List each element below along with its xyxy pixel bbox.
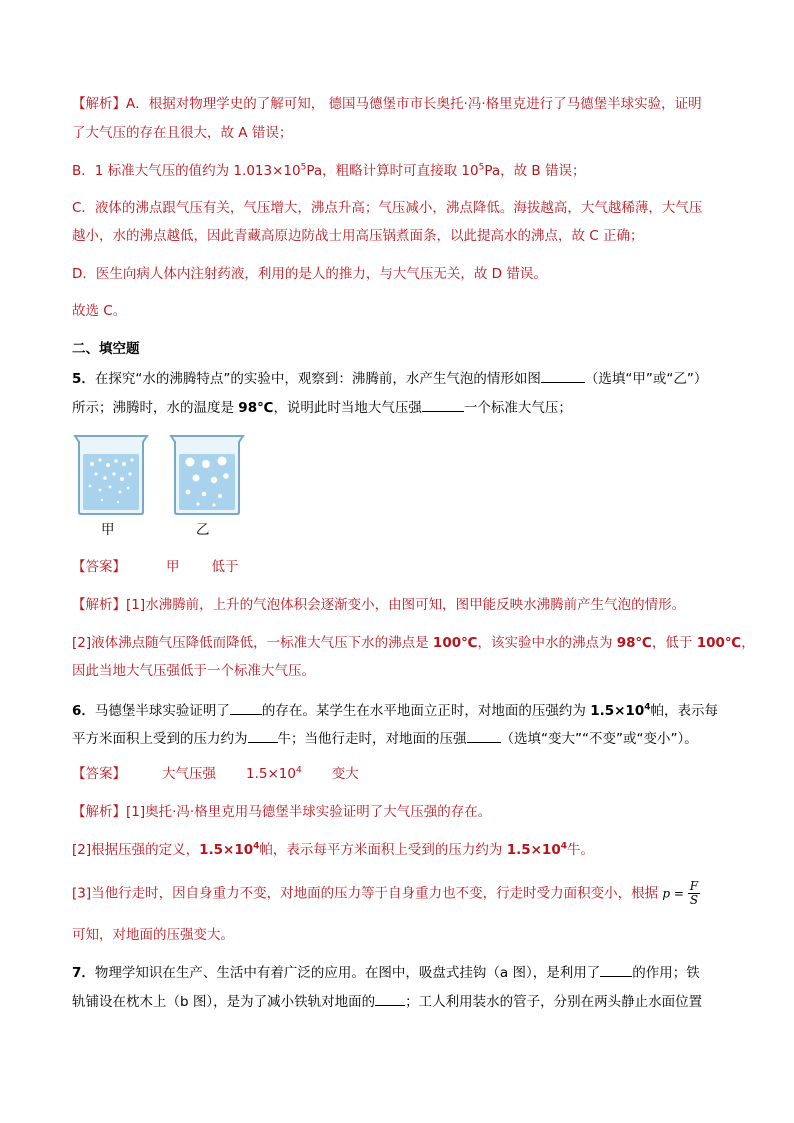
q5-analysis-2d: ， (741, 635, 755, 651)
analysis-tag: 【解析】 (72, 96, 126, 112)
q6-analysis-1: [1]奥托·冯·格里克用马德堡半球实验证明了大气压强的存在。 (126, 804, 492, 820)
q6-analysis-tag: 【解析】 (72, 804, 126, 820)
section-title: 二、填空题 (72, 341, 140, 357)
q6-number: 6． (72, 703, 95, 719)
beaker-yi-figure (168, 434, 246, 516)
q7-text-c: 轨铺设在枕木上（b 图），是为了减小铁轨对地面的 (72, 994, 376, 1010)
analysis-b-suffix: Pa，故 B 错误； (484, 163, 586, 179)
q7-line2 (72, 991, 702, 1011)
q6-answer-1: 大气压强 (162, 766, 216, 782)
q6-analysis-3: [3]当他行走时，因自身重力不变，对地面的压力等于自身重力也不变，行走时受力面积变小，根据 (72, 885, 663, 902)
q6-text-f: （选填“变大”“不变”或“变小”）。 (500, 731, 698, 747)
q6-blank-1[interactable] (230, 700, 262, 715)
q5-analysis-temp1: 100℃ (432, 635, 478, 651)
q5-number: 5． (72, 371, 95, 387)
q5-blank-1[interactable] (541, 368, 585, 383)
q6-answer-2-exp: 4 (295, 765, 302, 776)
q5-text-a: 在探究“水的沸腾特点”的实验中，观察到：沸腾前，水产生气泡的情形如图 (94, 371, 541, 387)
choice-prefix: 故选 (72, 303, 104, 319)
analysis-c-line1: C．液体的沸点跟气压有关，气压增大，沸点升高；气压减小，沸点降低。海拔越高，大气越稀薄，大气压 (72, 200, 703, 216)
q6-analysis-2c: 牛。 (566, 842, 594, 858)
q6-analysis-line1 (72, 803, 491, 821)
analysis-a-line1 (72, 95, 702, 113)
q6-analysis-val1: 1.5×10 (199, 842, 254, 858)
analysis-b-mid: Pa，粗略计算时可直接取 10 (306, 163, 479, 179)
q6-answer-tag: 【答案】 (72, 766, 126, 782)
q7-blank-2[interactable] (375, 991, 405, 1006)
analysis-a-text: A．根据对物理学史的了解可知， 德国马德堡市市长奥托·冯·格里克进行了马德堡半球实验，证明 (126, 96, 702, 112)
formula-denominator: S (689, 893, 699, 907)
q7-text-a: 物理学知识在生产、生活中有着广泛的应用。在图中，吸盘式挂钩（a 图），是利用了 (94, 965, 601, 981)
fig-label-jia: 甲 (101, 522, 115, 538)
choice-suffix: 。 (112, 303, 127, 319)
q5-analysis-2a: [2]液体沸点随气压降低而降低，一标准大气压下水的沸点是 (72, 635, 433, 651)
q5-answer-line (72, 558, 239, 576)
q6-text-d: 平方米面积上受到的压力约为 (72, 731, 248, 747)
q7-text-b: 的作用；铁 (632, 965, 700, 981)
q6-text-c: 帕，表示每 (650, 703, 718, 719)
q7-text-d: ；工人利用装水的管子，分别在两头静止水面位置 (405, 994, 703, 1010)
q5-text-e: 一个标准大气压； (463, 400, 572, 416)
q5-analysis-tag: 【解析】 (72, 597, 126, 613)
fig-label-yi: 乙 (196, 522, 210, 538)
q5-analysis-1: [1]水沸腾前，上升的气泡体积会逐渐变小，由图可知，图甲能反映水沸腾前产生气泡的情形。 (126, 597, 686, 613)
q6-text-a: 马德堡半球实验证明了 (94, 703, 230, 719)
q6-analysis-exp1: 4 (253, 841, 260, 852)
formula-numerator: F (689, 879, 699, 893)
q5-analysis-2b: ，该实验中水的沸点为 (477, 635, 617, 651)
analysis-b-prefix: B．1 标准大气压的值约为 1.013×10 (72, 163, 301, 179)
q5-answer-2: 低于 (211, 559, 239, 575)
formula-eq: = (670, 886, 688, 901)
q5-text-b: （选填“甲”或“乙”） (584, 371, 708, 387)
q6-analysis-2b: 帕，表示每平方米面积上受到的压力约为 (259, 842, 507, 858)
formula-p: p (662, 886, 671, 901)
q5-temp: 98℃ (238, 400, 274, 416)
q6-pressure-exp: 4 (644, 702, 651, 713)
q6-answer-2: 1.5×10 (246, 766, 296, 782)
choice-line (72, 302, 126, 320)
q6-analysis-val2: 1.5×10 (506, 842, 561, 858)
q5-analysis-2c: ，低于 (651, 635, 697, 651)
q5-text-c: 所示；沸腾时，水的温度是 (72, 400, 239, 416)
q5-analysis-line3: 因此当地大气压强低于一个标准大气压。 (72, 663, 315, 679)
q6-line1 (72, 700, 718, 720)
q6-line2 (72, 728, 698, 748)
analysis-c-line2: 越小，水的沸点越低，因此青藏高原边防战士用高压锅煮面条，以此提高水的沸点，故 C 正确； (72, 228, 644, 244)
q5-line1 (72, 368, 707, 388)
analysis-b-exp1: 5 (300, 162, 307, 173)
q6-analysis-exp2: 4 (560, 841, 567, 852)
analysis-a-line2: 了大气压的存在且很大，故 A 错误； (72, 125, 293, 141)
formula-fraction (688, 880, 700, 907)
q6-text-e: 牛；当他行走时，对地面的压强 (277, 731, 467, 747)
q6-analysis-2a: [2]根据压强的定义， (72, 842, 200, 858)
q5-analysis-line1 (72, 596, 685, 614)
q6-analysis-line4: 可知，对地面的压强变大。 (72, 927, 234, 943)
q6-analysis-line2 (72, 841, 594, 859)
q5-analysis-temp2: 98℃ (616, 635, 652, 651)
q6-blank-2[interactable] (248, 728, 278, 743)
choice-value: C (103, 303, 113, 319)
q5-answer-1: 甲 (166, 559, 180, 575)
q5-text-d: ，说明此时当地大气压强 (273, 400, 422, 416)
beaker-jia-figure (72, 434, 150, 516)
q5-analysis-line2 (72, 634, 755, 652)
q6-text-b: 的存在。某学生在水平地面立正时，对地面的压强约为 (261, 703, 591, 719)
q5-line2 (72, 397, 572, 417)
q6-pressure-value: 1.5×10 (590, 703, 645, 719)
analysis-d-line: D．医生向病人体内注射药液，利用的是人的推力，与大气压无关，故 D 错误。 (72, 266, 547, 282)
q6-blank-3[interactable] (467, 728, 501, 743)
q7-blank-1[interactable] (600, 962, 632, 977)
analysis-b-line (72, 162, 585, 180)
analysis-b-exp2: 5 (478, 162, 485, 173)
q7-number: 7． (72, 965, 95, 981)
q5-answer-tag: 【答案】 (72, 559, 126, 575)
q7-line1 (72, 962, 700, 982)
q5-analysis-temp3: 100℃ (696, 635, 742, 651)
q5-blank-2[interactable] (422, 397, 464, 412)
q6-answer-line (72, 765, 359, 783)
q6-analysis-line3 (72, 880, 700, 907)
q6-answer-3: 变大 (331, 766, 359, 782)
